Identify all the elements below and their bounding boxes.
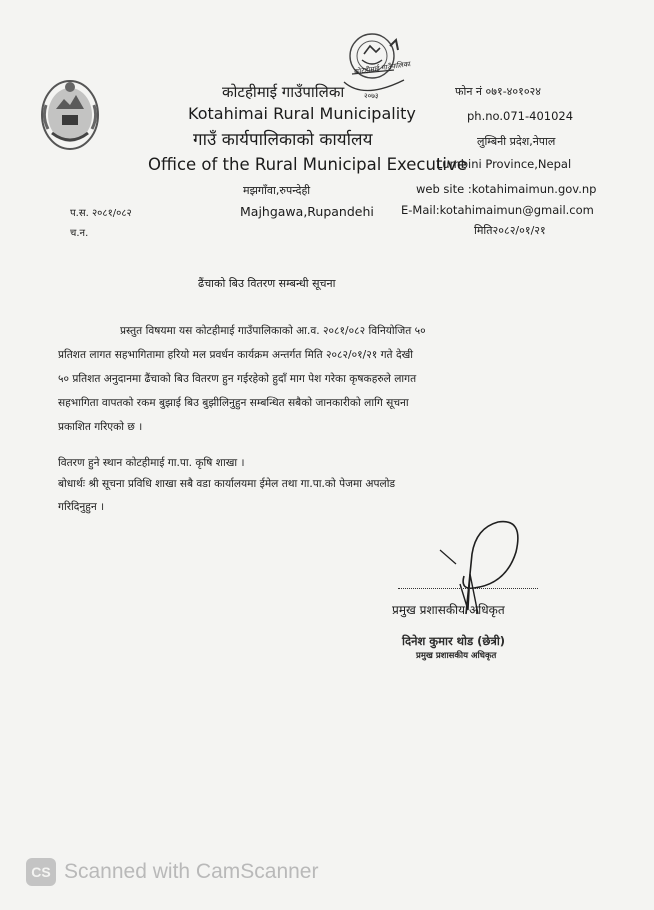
email: E-Mail:kotahimaimun@gmail.com bbox=[401, 203, 594, 217]
municipality-name-nepali: कोटहीमाई गाउँपालिका bbox=[222, 83, 345, 101]
body-line-4: सहभागिता वापतको रकम बुझाई बिउ बुझीलिनुहुन सम्बन्धित सबैको जानकारीको लागि सूचना bbox=[58, 397, 409, 409]
office-name-english: Office of the Rural Municipal Executive bbox=[148, 155, 467, 174]
reference-number: प.स. २०८१/०८२ bbox=[70, 208, 132, 219]
website: web site :kotahimaimun.gov.np bbox=[416, 182, 597, 196]
office-name-nepali: गाउँ कार्यपालिकाको कार्यालय bbox=[193, 130, 373, 150]
seal-year: २०७३ bbox=[364, 92, 379, 100]
address-nepali: मझगाँवा,रुपन्देही bbox=[243, 184, 311, 197]
notice-subject: ढैंचाको बिउ वितरण सम्बन्धी सूचना bbox=[198, 277, 336, 290]
body-line-3: ५० प्रतिशत अनुदानमा ढैंचाको बिउ वितरण हुन गईरहेको हुदाँ माग पेश गरेका कृषकहरुले लागत bbox=[58, 373, 417, 385]
camscanner-watermark bbox=[26, 858, 318, 886]
camscanner-text: Scanned with CamScanner bbox=[64, 860, 319, 883]
seal-label: कोटहीमाई गाउँपालिका bbox=[353, 60, 412, 76]
municipality-name-english: Kotahimai Rural Municipality bbox=[188, 104, 416, 123]
signature-line bbox=[398, 588, 538, 589]
province-english: Lumbini Province,Nepal bbox=[436, 157, 572, 171]
letter-date: मिति२०८२/०१/२१ bbox=[474, 224, 546, 237]
cc-note-line-2: गरिदिनुहुन । bbox=[58, 501, 105, 513]
phone-nepali: फोन नं ०७१-४०१०२४ bbox=[455, 85, 541, 98]
signatory-stamp-title: प्रमुख प्रशासकीय अधिकृत bbox=[416, 651, 497, 661]
signatory-stamp-name: दिनेश कुमार थोड (छेत्री) bbox=[402, 634, 506, 648]
body-line-2: प्रतिशत लागत सहभागितामा हरियो मल प्रवर्धन कार्यक्रम अन्तर्गत मिति २०८२/०१/२१ गते देखी bbox=[58, 349, 413, 361]
dispatch-number: च.न. bbox=[70, 228, 89, 239]
camscanner-logo-icon: CS bbox=[26, 858, 56, 886]
province-nepali: लुम्बिनी प्रदेश,नेपाल bbox=[477, 135, 556, 148]
distribution-location: वितरण हुने स्थान कोटहीमाई गा.पा. कृषि शाखा । bbox=[58, 457, 245, 469]
phone-english: ph.no.071-401024 bbox=[467, 109, 574, 123]
body-line-5: प्रकाशित गरिएको छ । bbox=[58, 421, 143, 433]
body-line-1: प्रस्तुत विषयमा यस कोटहीमाई गाउँपालिकाको आ.व. २०८१/०८२ विनियोजित ५० bbox=[120, 325, 426, 337]
signatory-title: प्रमुख प्रशासकीय अधिकृत bbox=[392, 603, 505, 617]
nepal-emblem-icon bbox=[38, 75, 102, 153]
cc-note-line-1: बोधार्थः श्री सूचना प्रविधि शाखा सबै वडा कार्यालयमा ईमेल तथा गा.पा.को पेजमा अपलोड bbox=[58, 478, 396, 490]
address-english: Majhgawa,Rupandehi bbox=[240, 204, 374, 219]
